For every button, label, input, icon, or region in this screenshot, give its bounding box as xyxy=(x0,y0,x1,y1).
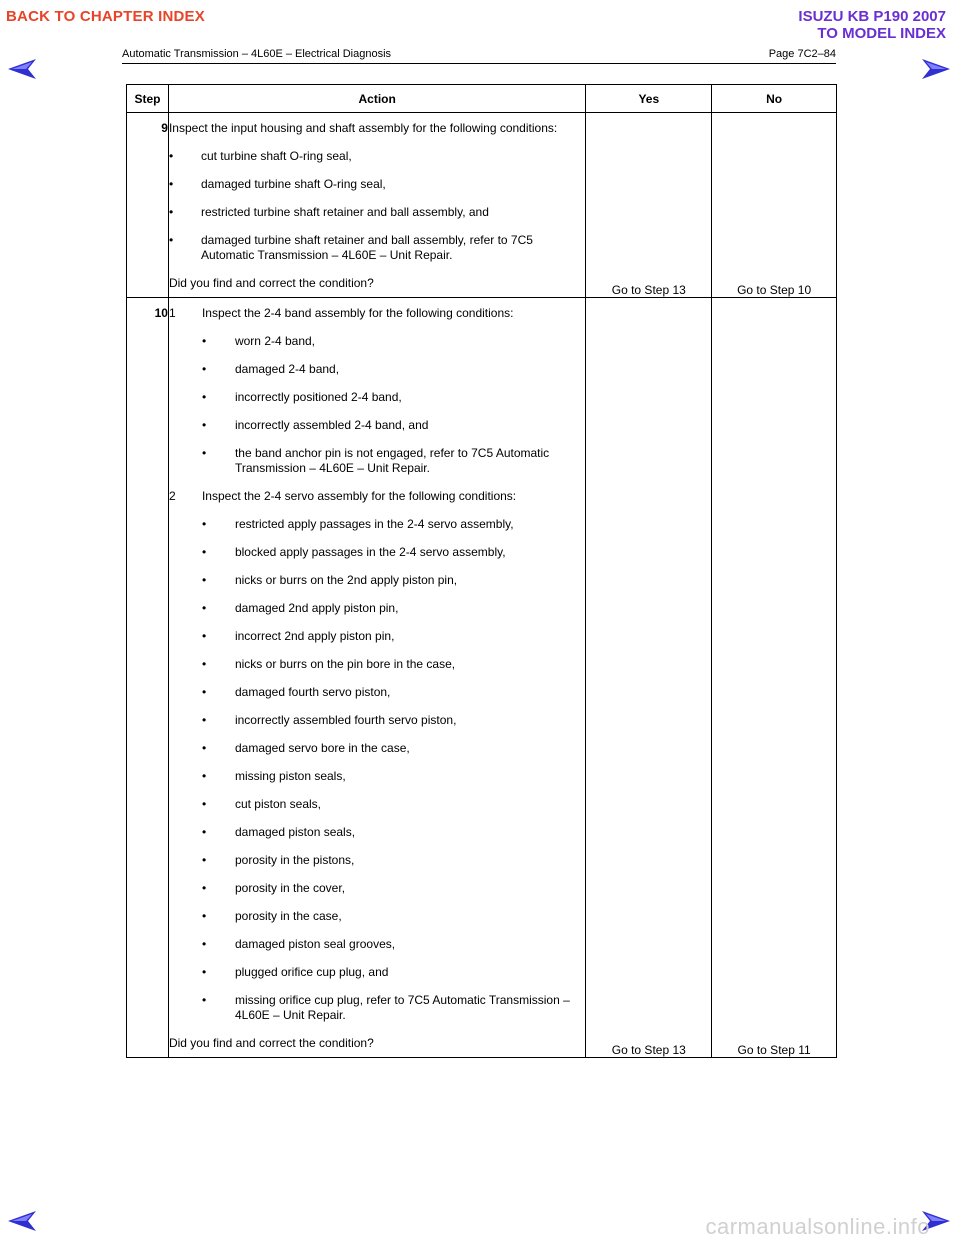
bullet-icon: • xyxy=(201,390,207,404)
bullet-icon: • xyxy=(201,881,207,895)
list-item: • restricted apply passages in the 2-4 servo assembly, xyxy=(201,517,514,531)
numbered-item: 1 Inspect the 2-4 band assembly for the following conditions: xyxy=(168,306,514,320)
header-yes: Yes xyxy=(586,85,712,113)
action-question: Did you find and correct the condition? xyxy=(168,276,374,290)
step-number: 9 xyxy=(127,113,169,298)
numbered-item: 2 Inspect the 2-4 servo assembly for the following conditions: xyxy=(168,489,517,503)
step-number: 10 xyxy=(127,298,169,1058)
table-row-step-10 xyxy=(127,298,837,1058)
back-to-chapter-index-link[interactable]: BACK TO CHAPTER INDEX xyxy=(6,8,205,25)
bullet-icon: • xyxy=(201,741,207,755)
yes-result: Go to Step 13 xyxy=(586,113,712,298)
no-result: Go to Step 10 xyxy=(712,113,837,298)
list-item: • cut turbine shaft O-ring seal, xyxy=(168,149,352,163)
bullet-icon: • xyxy=(201,334,207,348)
step-action xyxy=(168,298,585,1058)
list-item: • porosity in the pistons, xyxy=(201,853,355,867)
bullet-icon: • xyxy=(201,797,207,811)
bullet-icon: • xyxy=(201,657,207,671)
bullet-icon: • xyxy=(201,909,207,923)
bullet-icon: • xyxy=(201,853,207,867)
bullet-icon: • xyxy=(201,965,207,979)
list-item: • plugged orifice cup plug, and xyxy=(201,965,389,979)
document-title: Automatic Transmission – 4L60E – Electrical Diagnosis xyxy=(122,48,392,60)
list-item: • incorrectly assembled 2-4 band, and xyxy=(201,418,429,432)
list-item: • damaged turbine shaft O-ring seal, xyxy=(168,177,386,191)
table-row-step-9 xyxy=(127,113,837,298)
bullet-icon: • xyxy=(201,825,207,839)
bullet-icon: • xyxy=(201,573,207,587)
list-item: • missing piston seals, xyxy=(201,769,346,783)
diagnostic-table xyxy=(126,84,837,1058)
list-item: • damaged 2-4 band, xyxy=(201,362,340,376)
header-no: No xyxy=(712,85,837,113)
bullet-icon: • xyxy=(201,446,207,460)
bullet-icon: • xyxy=(201,769,207,783)
list-item: • the band anchor pin is not engaged, refer to 7C5 Automatic Transmission – 4L60E – Unit Repair. xyxy=(201,446,550,475)
list-item: • damaged fourth servo piston, xyxy=(201,685,391,699)
page-number: Page 7C2–84 xyxy=(768,48,836,60)
bullet-icon: • xyxy=(201,418,207,432)
prev-page-arrow-icon[interactable] xyxy=(8,59,36,79)
bullet-icon: • xyxy=(168,233,174,247)
to-model-index[interactable]: TO MODEL INDEX xyxy=(817,25,946,42)
next-page-arrow-icon[interactable] xyxy=(922,59,950,79)
model-title[interactable]: ISUZU KB P190 2007 xyxy=(798,8,946,25)
header-divider xyxy=(122,63,836,64)
action-intro: Inspect the input housing and shaft assembly for the following conditions: xyxy=(168,121,558,135)
header-action: Action xyxy=(168,85,585,113)
list-item: • incorrect 2nd apply piston pin, xyxy=(201,629,395,643)
bullet-icon: • xyxy=(168,149,174,163)
bullet-icon: • xyxy=(201,937,207,951)
list-item: • incorrectly positioned 2-4 band, xyxy=(201,390,402,404)
prev-page-arrow-bottom-icon[interactable] xyxy=(8,1211,36,1231)
list-item: • damaged servo bore in the case, xyxy=(201,741,410,755)
bullet-icon: • xyxy=(201,629,207,643)
bullet-icon: • xyxy=(201,545,207,559)
list-item: • damaged 2nd apply piston pin, xyxy=(201,601,399,615)
header-step: Step xyxy=(127,85,169,113)
list-item: • cut piston seals, xyxy=(201,797,322,811)
list-item: • missing orifice cup plug, refer to 7C5 Automatic Transmission – 4L60E – Unit Repair. xyxy=(201,993,570,1022)
site-watermark: carmanualsonline.info xyxy=(705,1214,930,1239)
bullet-icon: • xyxy=(201,362,207,376)
step-action xyxy=(168,113,585,298)
bullet-icon: • xyxy=(201,993,207,1007)
list-item: • porosity in the cover, xyxy=(201,881,346,895)
bullet-icon: • xyxy=(201,685,207,699)
action-question: Did you find and correct the condition? xyxy=(168,1036,374,1050)
no-result: Go to Step 11 xyxy=(712,298,837,1058)
list-item: • damaged turbine shaft retainer and ball assembly, refer to 7C5 Automatic Transmission – 4L60E – Unit Repair. xyxy=(168,233,533,262)
bullet-icon: • xyxy=(201,713,207,727)
bullet-icon: • xyxy=(201,517,207,531)
yes-result: Go to Step 13 xyxy=(586,298,712,1058)
list-item: • porosity in the case, xyxy=(201,909,342,923)
list-item: • worn 2-4 band, xyxy=(201,334,316,348)
list-item: • blocked apply passages in the 2-4 servo assembly, xyxy=(201,545,506,559)
list-item: • restricted turbine shaft retainer and ball assembly, and xyxy=(168,205,489,219)
bullet-icon: • xyxy=(201,601,207,615)
table-header-row xyxy=(127,85,837,113)
list-item: • nicks or burrs on the pin bore in the case, xyxy=(201,657,456,671)
bullet-icon: • xyxy=(168,205,174,219)
list-item: • nicks or burrs on the 2nd apply piston pin, xyxy=(201,573,458,587)
list-item: • damaged piston seal grooves, xyxy=(201,937,396,951)
model-index-link[interactable] xyxy=(798,8,946,42)
list-item: • damaged piston seals, xyxy=(201,825,356,839)
list-item: • incorrectly assembled fourth servo piston, xyxy=(201,713,457,727)
bullet-icon: • xyxy=(168,177,174,191)
